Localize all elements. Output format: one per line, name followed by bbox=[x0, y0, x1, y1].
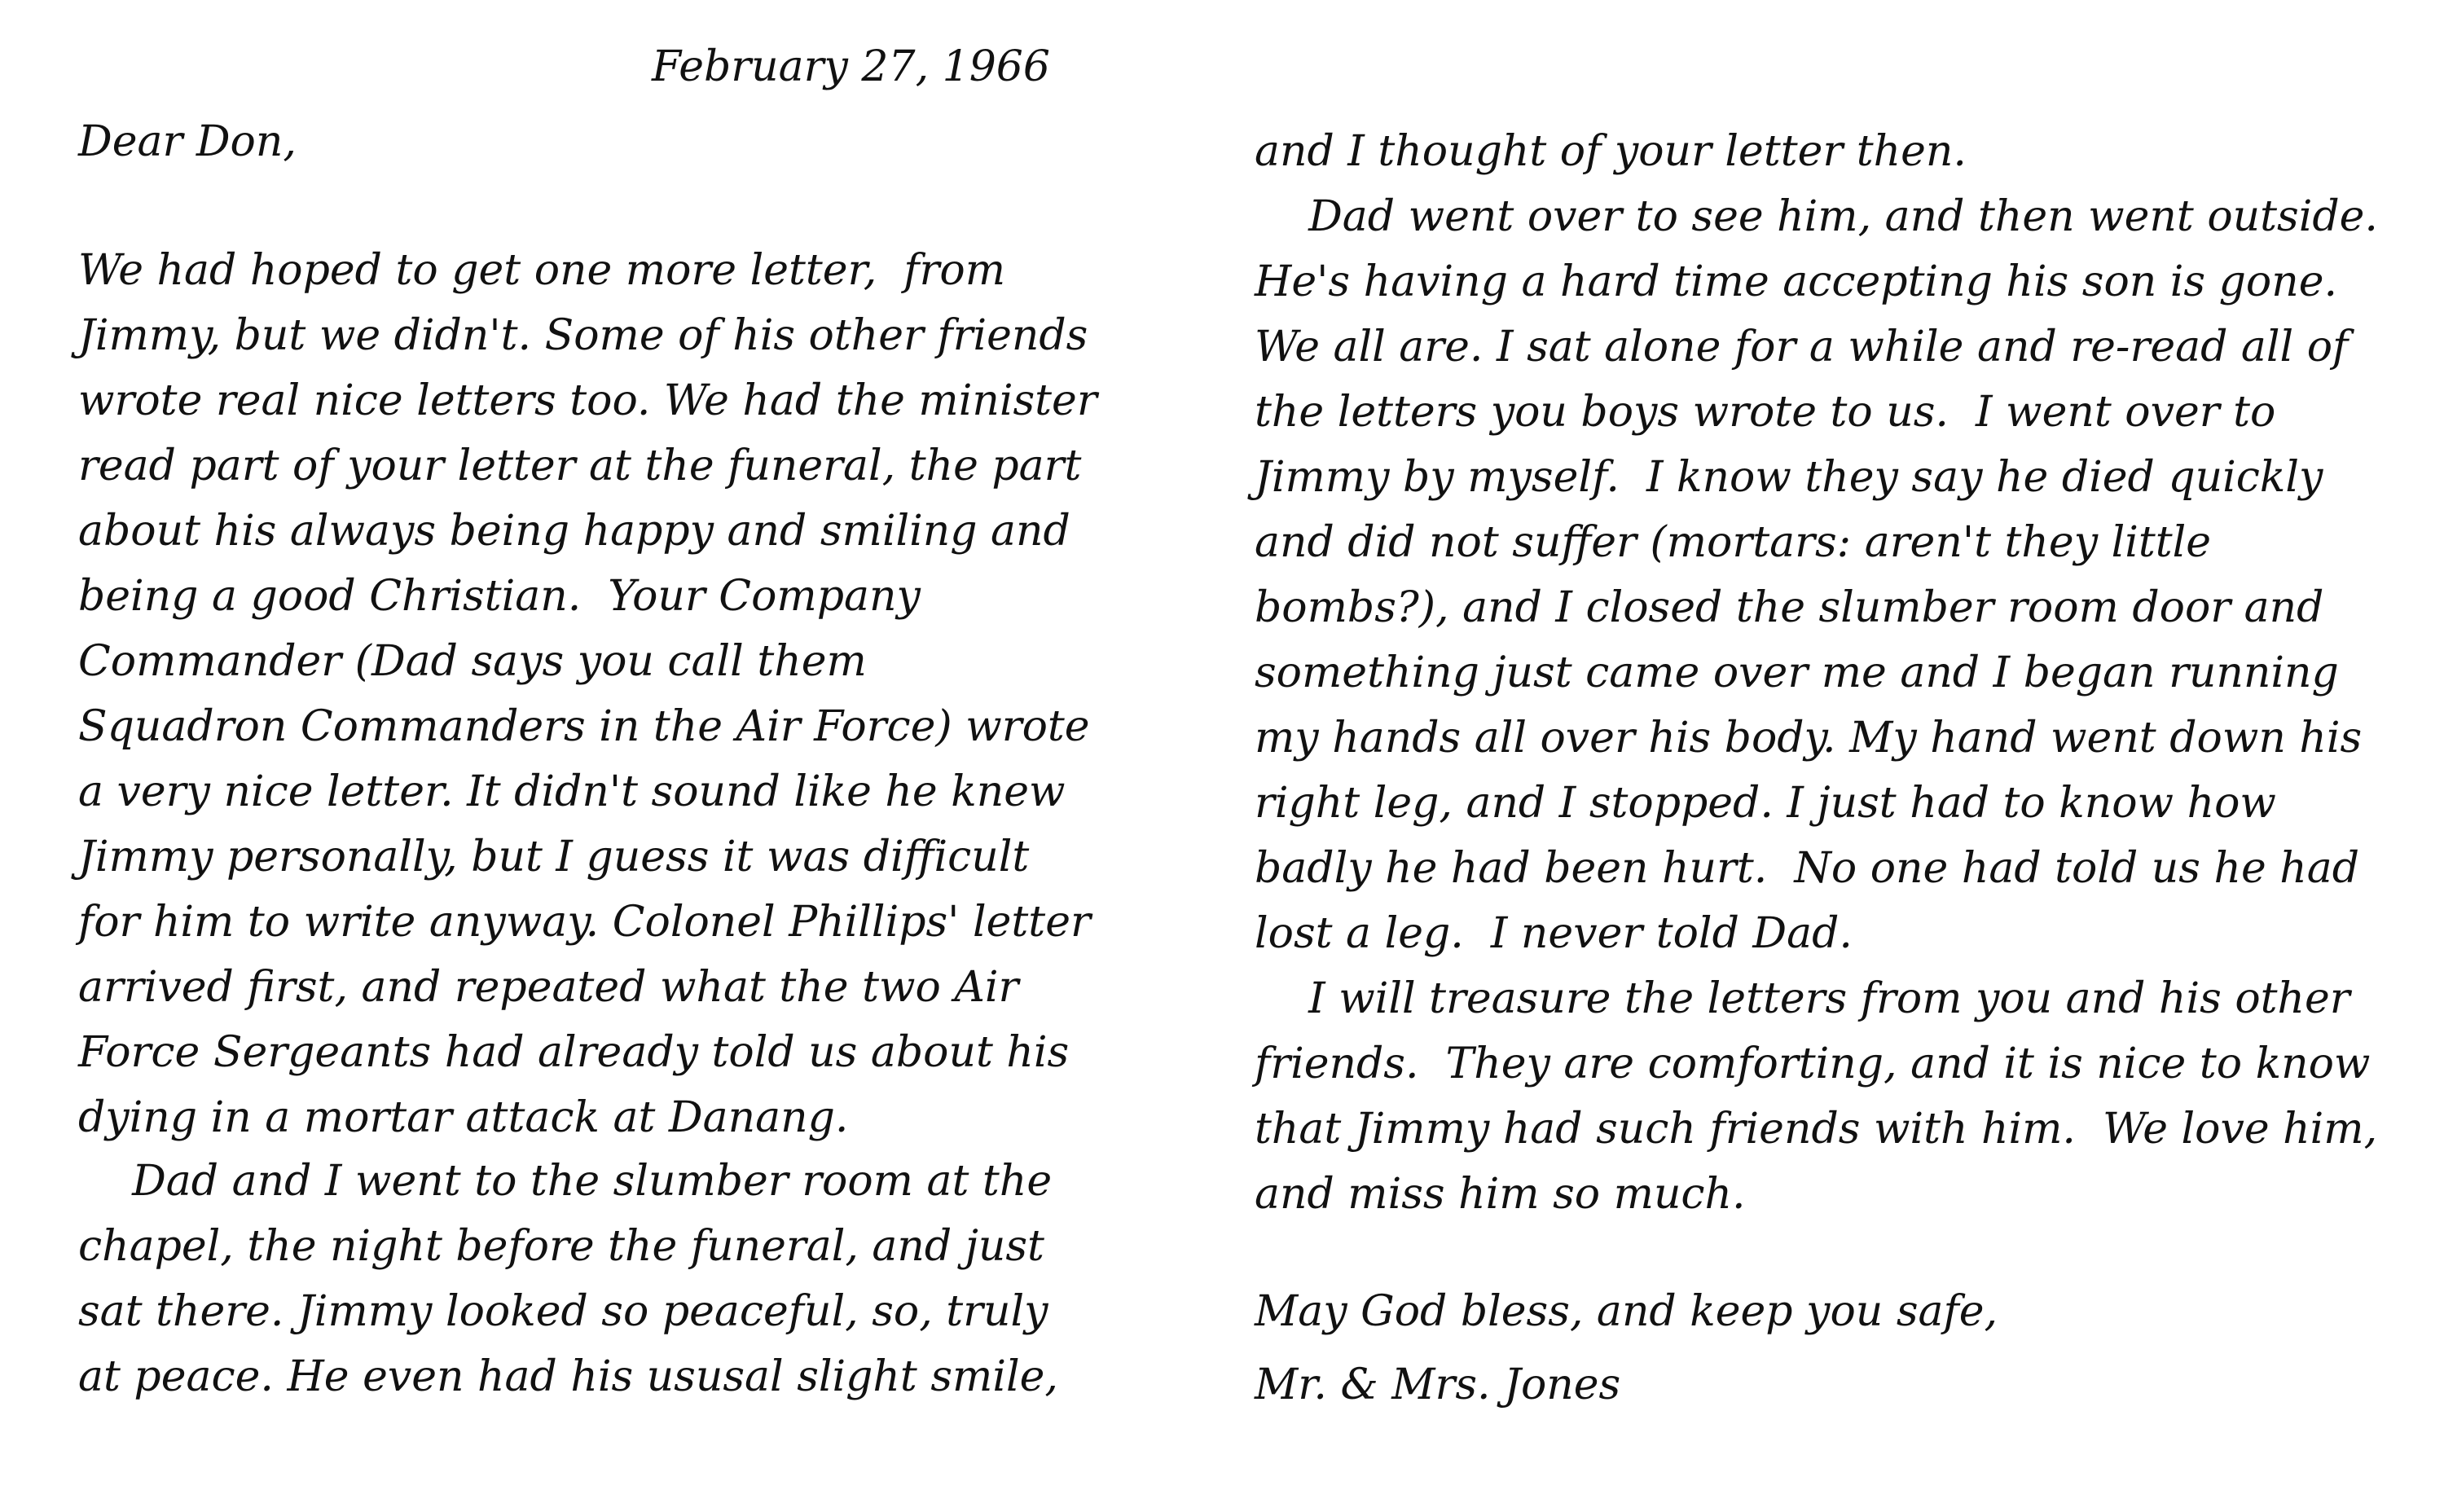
left-line: sat there. Jimmy looked so peaceful, so, truly bbox=[78, 1287, 1048, 1336]
right-line: the letters you boys wrote to us. I went over to bbox=[1255, 388, 2276, 437]
left-line: arrived first, and repeated what the two Air bbox=[78, 963, 1019, 1012]
signature: Mr. & Mrs. Jones bbox=[1255, 1360, 1621, 1409]
right-line: right leg, and I stopped. I just had to know how bbox=[1255, 779, 2276, 828]
right-line: I will treasure the letters from you and his other bbox=[1255, 974, 2350, 1023]
left-line: Jimmy, but we didn't. Some of his other friends bbox=[78, 311, 1088, 360]
salutation: Dear Don, bbox=[78, 117, 297, 166]
right-line: lost a leg. I never told Dad. bbox=[1255, 909, 1853, 958]
left-line: We had hoped to get one more letter, from bbox=[78, 246, 1006, 295]
left-line: about his always being happy and smiling and bbox=[78, 507, 1070, 556]
right-line: that Jimmy had such friends with him. We love him, bbox=[1255, 1105, 2378, 1154]
right-line: Dad went over to see him, and then went outside. bbox=[1255, 192, 2378, 241]
left-line: being a good Christian. Your Company bbox=[78, 572, 921, 621]
left-line: for him to write anyway. Colonel Phillips' letter bbox=[78, 898, 1091, 947]
left-line: at peace. He even had his ususal slight smile, bbox=[78, 1352, 1058, 1401]
right-line: and did not suffer (mortars: aren't they little bbox=[1255, 518, 2212, 567]
right-line: and miss him so much. bbox=[1255, 1170, 1746, 1219]
left-line: Force Sergeants had already told us about his bbox=[78, 1028, 1070, 1077]
letter-date: February 27, 1966 bbox=[652, 42, 1050, 91]
left-line: Dad and I went to the slumber room at the bbox=[78, 1157, 1053, 1206]
right-line: Jimmy by myself. I know they say he died quickly bbox=[1255, 453, 2323, 502]
right-line: We all are. I sat alone for a while and re-read all of bbox=[1255, 323, 2349, 371]
left-line: a very nice letter. It didn't sound like he knew bbox=[78, 767, 1066, 816]
right-line: bombs?), and I closed the slumber room door and bbox=[1255, 583, 2324, 632]
left-line: Commander (Dad says you call them bbox=[78, 637, 867, 686]
left-line: read part of your letter at the funeral, the part bbox=[78, 442, 1082, 490]
left-line: dying in a mortar attack at Danang. bbox=[78, 1093, 849, 1142]
left-line: chapel, the night before the funeral, and just bbox=[78, 1222, 1044, 1271]
left-line: Squadron Commanders in the Air Force) wrote bbox=[78, 702, 1090, 751]
left-line: Jimmy personally, but I guess it was difficult bbox=[78, 833, 1030, 881]
closing: May God bless, and keep you safe, bbox=[1255, 1287, 1998, 1336]
right-line: friends. They are comforting, and it is nice to know bbox=[1255, 1040, 2371, 1088]
right-line: my hands all over his body. My hand went down his bbox=[1255, 714, 2363, 763]
right-line: badly he had been hurt. No one had told us he had bbox=[1255, 844, 2360, 893]
left-line: wrote real nice letters too. We had the minister bbox=[78, 376, 1097, 425]
right-line: and I thought of your letter then. bbox=[1255, 127, 1967, 176]
right-line: something just came over me and I began running bbox=[1255, 648, 2339, 697]
right-line: He's having a hard time accepting his son is gone. bbox=[1255, 257, 2337, 306]
